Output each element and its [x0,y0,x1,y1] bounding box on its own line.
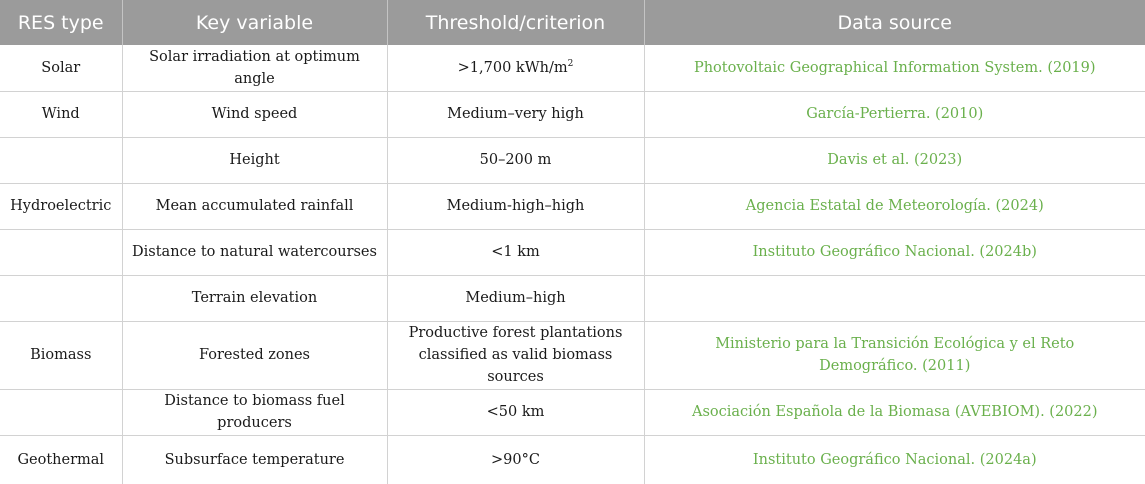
data-source-link[interactable]: García-Pertierra. (2010) [806,106,984,122]
data-source-cell [644,435,1145,484]
data-source-cell [644,137,1145,183]
data-source-cell [644,321,1145,389]
data-source-cell [644,275,1145,321]
header-res-type: RES type [0,0,122,45]
key-variable-cell: Wind speed [122,91,387,137]
threshold-cell: Medium-high–high [387,183,644,229]
threshold-cell: 50–200 m [387,137,644,183]
table-row [0,45,1145,91]
key-variable-cell: Subsurface temperature [122,435,387,484]
key-variable-cell: Height [122,137,387,183]
res-type-cell [0,389,122,435]
threshold-superscript: 2 [567,58,574,69]
table-row [0,183,1145,229]
data-source-cell [644,229,1145,275]
table-row [0,229,1145,275]
data-source-link-line-2[interactable]: Demográfico. (2011) [819,358,971,374]
header-threshold: Threshold/criterion [387,0,644,45]
table-body [0,45,1145,484]
data-source-link[interactable]: Instituto Geográfico Nacional. (2024b) [752,244,1037,260]
threshold-cell: <1 km [387,229,644,275]
table-header [0,0,1145,45]
data-source-link[interactable]: Agencia Estatal de Meteorología. (2024) [745,198,1044,214]
data-source-cell [644,45,1145,91]
threshold-cell: >90°C [387,435,644,484]
header-row [0,0,1145,45]
header-data-source: Data source [837,11,952,34]
table-row [0,91,1145,137]
table-row [0,321,1145,389]
threshold-text: >1,700 kWh/m [457,59,568,76]
data-source-cell [644,389,1145,435]
key-variable-cell: Mean accumulated rainfall [122,183,387,229]
threshold-line-2: classified as valid biomass sources [418,347,613,385]
threshold-cell [387,321,644,389]
table-row [0,435,1145,484]
threshold-cell: <50 km [387,389,644,435]
data-source-cell [644,183,1145,229]
key-variable-cell: Forested zones [122,321,387,389]
res-type-cell: Biomass [0,321,122,389]
data-source-link[interactable]: Photovoltaic Geographical Information System. (2019) [693,59,1096,76]
table-row [0,137,1145,183]
threshold-cell: Medium–very high [387,91,644,137]
data-source-link[interactable]: Asociación Española de la Biomasa (AVEBIOM). (2022) [691,404,1098,420]
res-type-cell [0,229,122,275]
data-source-link-line-1[interactable]: Ministerio para la Transición Ecológica y el Reto [715,336,1075,352]
res-type-cell [0,137,122,183]
threshold-cell: Medium–high [387,275,644,321]
key-variable-cell: Solar irradiation at optimum angle [122,45,387,91]
key-variable-cell: Terrain elevation [122,275,387,321]
threshold-line-1: Productive forest plantations [408,325,623,341]
res-type-cell [0,275,122,321]
res-type-cell: Solar [0,45,122,91]
data-source-cell [644,91,1145,137]
key-variable-cell: Distance to biomass fuel producers [122,389,387,435]
res-type-cell: Geothermal [0,435,122,484]
data-source-link[interactable]: Davis et al. (2023) [827,152,963,168]
threshold-cell [387,45,644,91]
data-source-link[interactable]: Instituto Geográfico Nacional. (2024a) [752,451,1037,468]
table-row [0,275,1145,321]
table-row [0,389,1145,435]
res-type-cell: Wind [0,91,122,137]
key-variable-cell: Distance to natural watercourses [122,229,387,275]
res-type-cell: Hydroelectric [0,183,122,229]
header-key-variable: Key variable [122,0,387,45]
